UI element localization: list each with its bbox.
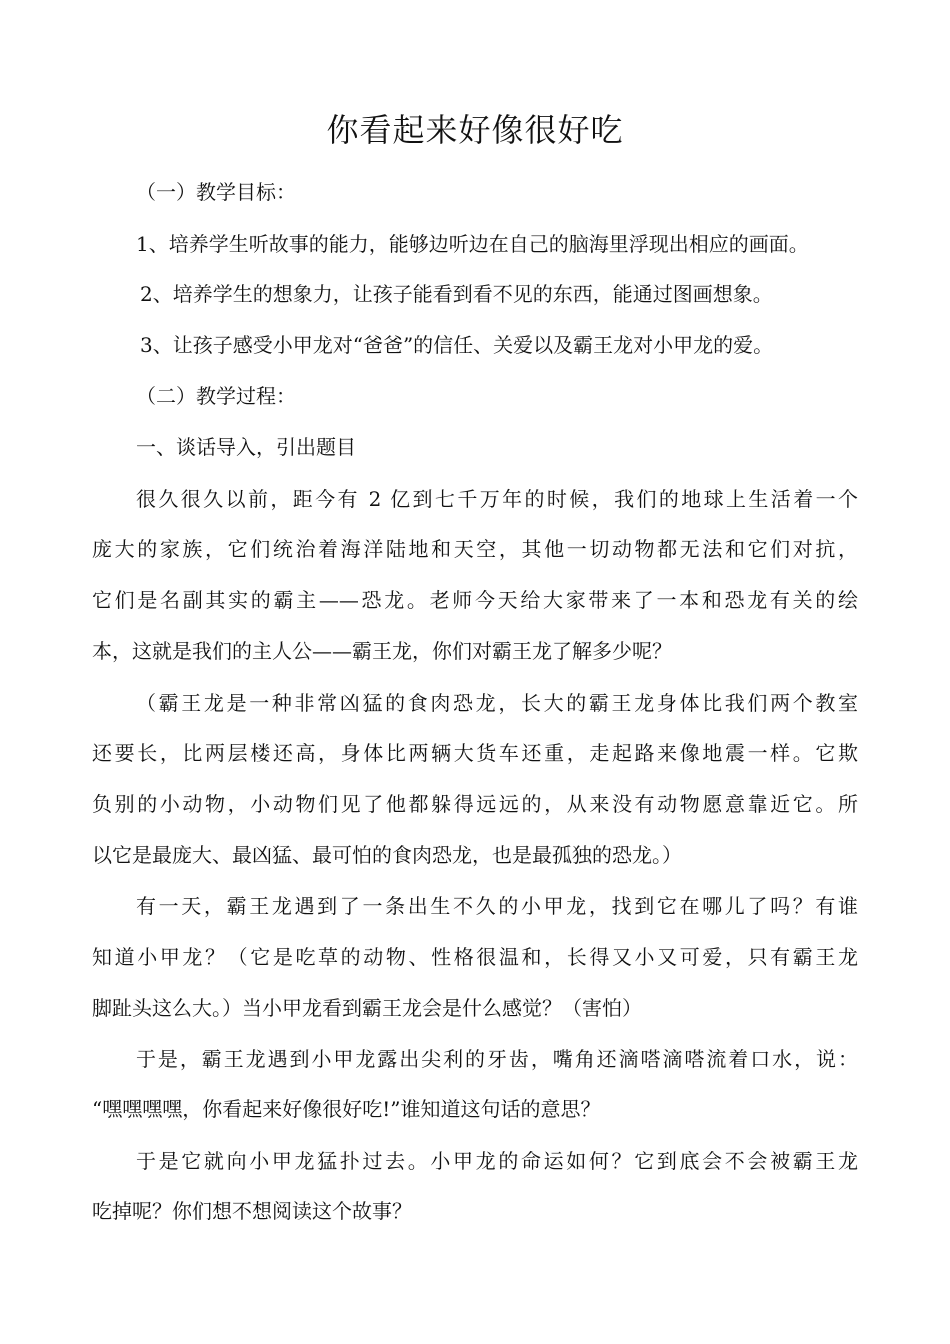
section-heading-objectives: （一）教学目标： xyxy=(136,180,296,204)
objective-item: 3、让孩子感受小甲龙对“爸爸”的信任、关爱以及霸王龙对小甲龙的爱。 xyxy=(140,333,774,357)
objective-item: 1、培养学生听故事的能力，能够边听边在自己的脑海里浮现出相应的画面。 xyxy=(136,232,809,256)
step-heading: 一、谈话导入，引出题目 xyxy=(136,435,356,459)
section-heading-process: （二）教学过程： xyxy=(136,384,296,408)
document-title: 你看起来好像很好吃 xyxy=(326,111,624,149)
objective-item: 2、培养学生的想象力，让孩子能看到看不见的东西，能通过图画想象。 xyxy=(140,282,773,306)
paragraph-line: 知道小甲龙？（它是吃草的动物、性格很温和，长得又小又可爱，只有霸王龙 xyxy=(92,945,858,969)
paragraph-line: “嘿嘿嘿嘿，你看起来好像很好吃!”谁知道这句话的意思？ xyxy=(92,1097,601,1121)
paragraph-line: （霸王龙是一种非常凶猛的食肉恐龙，长大的霸王龙身体比我们两个教室 xyxy=(136,691,858,715)
paragraph-line: 于是它就向小甲龙猛扑过去。小甲龙的命运如何？它到底会不会被霸王龙 xyxy=(136,1149,858,1173)
paragraph-line: 负别的小动物，小动物们见了他都躲得远远的，从来没有动物愿意靠近它。所 xyxy=(92,792,858,816)
paragraph-line: 脚趾头这么大。）当小甲龙看到霸王龙会是什么感觉？（害怕） xyxy=(92,996,642,1020)
paragraph-line: 有一天，霸王龙遇到了一条出生不久的小甲龙，找到它在哪儿了吗？有谁 xyxy=(136,894,858,918)
paragraph-line: 于是，霸王龙遇到小甲龙露出尖利的牙齿，嘴角还滴嗒滴嗒流着口水，说： xyxy=(136,1047,858,1071)
paragraph-line: 以它是最庞大、最凶猛、最可怕的食肉恐龙，也是最孤独的恐龙。） xyxy=(92,843,682,867)
paragraph-line: 吃掉呢？你们想不想阅读这个故事？ xyxy=(92,1199,412,1223)
paragraph-line: 很久很久以前，距今有 2 亿到七千万年的时候，我们的地球上生活着一个 xyxy=(136,487,858,511)
paragraph-line: 还要长，比两层楼还高，身体比两辆大货车还重，走起路来像地震一样。它欺 xyxy=(92,741,858,765)
paragraph-line: 庞大的家族，它们统治着海洋陆地和天空，其他一切动物都无法和它们对抗， xyxy=(92,537,858,561)
paragraph-line: 它们是名副其实的霸主——恐龙。老师今天给大家带来了一本和恐龙有关的绘 xyxy=(92,588,858,612)
paragraph-line: 本，这就是我们的主人公——霸王龙，你们对霸王龙了解多少呢？ xyxy=(92,639,672,663)
